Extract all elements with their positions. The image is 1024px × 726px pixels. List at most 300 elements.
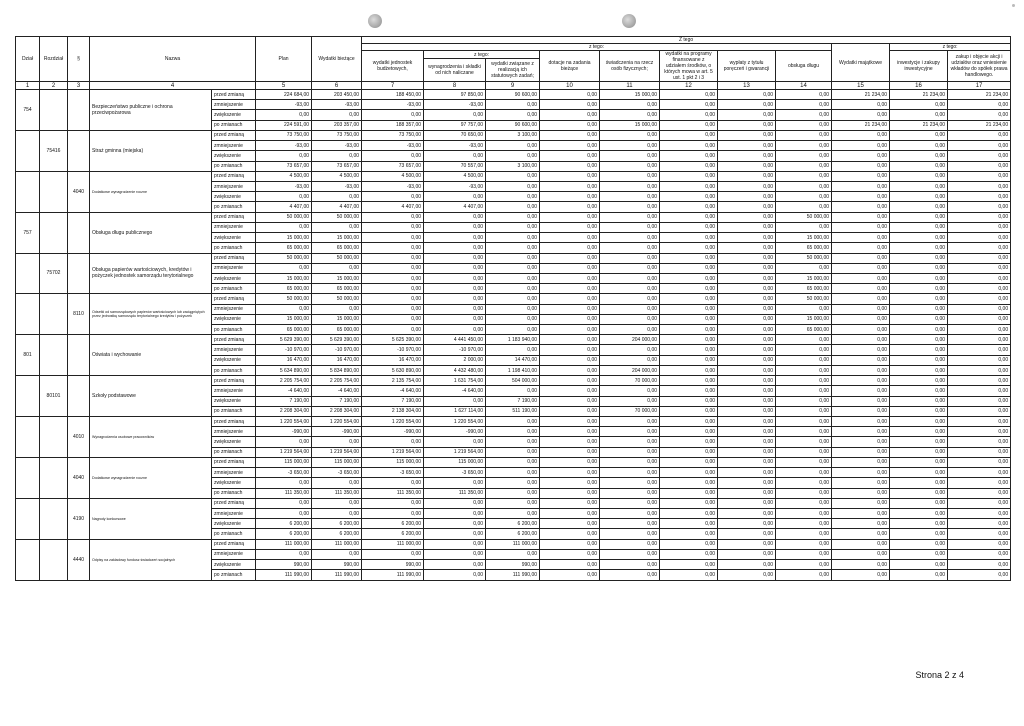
amount-cell: 0,00 [362,110,424,120]
amount-cell: 0,00 [832,222,890,232]
amount-cell: 1 198 410,00 [486,365,540,375]
amount-cell: 0,00 [256,437,312,447]
amount-cell: 0,00 [256,508,312,518]
amount-cell: 4 407,00 [424,202,486,212]
amount-cell: 0,00 [832,529,890,539]
amount-cell: 21 234,00 [890,90,948,100]
amount-cell: 0,00 [948,376,1011,386]
amount-cell: 0,00 [718,325,776,335]
amount-cell: 0,00 [832,498,890,508]
amount-cell: 0,00 [540,335,600,345]
amount-cell: 0,00 [660,192,718,202]
amount-cell: 0,00 [600,233,660,243]
item-name: Bezpieczeństwo publiczne i ochrona przeciwpożarowa [90,90,212,131]
amount-cell: 0,00 [718,273,776,283]
amount-cell: 111 000,00 [256,539,312,549]
amount-cell: 0,00 [948,161,1011,171]
row-label: zwiększenie [212,437,256,447]
amount-cell: 0,00 [890,151,948,161]
amount-cell: 0,00 [718,253,776,263]
amount-cell: 0,00 [486,181,540,191]
table-row [16,253,1011,263]
amount-cell: 90 600,00 [486,120,540,130]
amount-cell: 0,00 [486,273,540,283]
amount-cell: 2 000,00 [424,355,486,365]
amount-cell: 0,00 [540,202,600,212]
amount-cell: 0,00 [832,560,890,570]
rozdzial-code [40,498,68,539]
amount-cell: 0,00 [660,376,718,386]
amount-cell: 0,00 [600,212,660,222]
amount-cell: -93,00 [312,100,362,110]
row-label: przed zmianą [212,417,256,427]
amount-cell: 0,00 [948,151,1011,161]
amount-cell: 0,00 [540,100,600,110]
amount-cell: 6 200,00 [312,529,362,539]
amount-cell: 0,00 [540,110,600,120]
amount-cell: 0,00 [890,192,948,202]
amount-cell: 21 234,00 [832,90,890,100]
amount-cell: 0,00 [600,508,660,518]
amount-cell: 0,00 [660,314,718,324]
amount-cell: 0,00 [424,212,486,222]
amount-cell: 0,00 [540,314,600,324]
amount-cell: 0,00 [486,263,540,273]
amount-cell: 0,00 [660,355,718,365]
amount-cell: 7 190,00 [486,396,540,406]
amount-cell: 0,00 [718,100,776,110]
amount-cell: 0,00 [890,161,948,171]
amount-cell: 0,00 [424,273,486,283]
amount-cell: 0,00 [832,171,890,181]
row-label: zmniejszenie [212,468,256,478]
amount-cell: 0,00 [832,457,890,467]
amount-cell: 1 220 554,00 [424,417,486,427]
amount-cell: 0,00 [718,294,776,304]
row-label: przed zmianą [212,130,256,140]
dzial-code [16,253,40,294]
rozdzial-code: 75416 [40,130,68,171]
amount-cell: 0,00 [600,560,660,570]
amount-cell: 0,00 [600,130,660,140]
amount-cell: 0,00 [660,335,718,345]
amount-cell: 0,00 [948,110,1011,120]
col-plan: Plan [256,37,312,82]
amount-cell: 0,00 [890,202,948,212]
amount-cell: 0,00 [948,355,1011,365]
item-name: Odpisy na zakładowy fundusz świadczeń socjalnych [90,539,212,580]
amount-cell: 0,00 [718,263,776,273]
row-label: przed zmianą [212,253,256,263]
amount-cell: 224 591,00 [256,120,312,130]
amount-cell: 0,00 [948,386,1011,396]
amount-cell: 5 625 390,00 [362,335,424,345]
amount-cell: 0,00 [600,100,660,110]
amount-cell: -4 640,00 [312,386,362,396]
amount-cell: 0,00 [832,192,890,202]
amount-cell: 15 000,00 [600,90,660,100]
amount-cell: 0,00 [832,437,890,447]
amount-cell: 115 000,00 [424,457,486,467]
amount-cell: 0,00 [424,539,486,549]
amount-cell: 0,00 [486,468,540,478]
amount-cell: 65 000,00 [312,284,362,294]
amount-cell: 0,00 [600,243,660,253]
amount-cell: 0,00 [362,498,424,508]
amount-cell: 73 657,00 [256,161,312,171]
amount-cell: 65 000,00 [776,243,832,253]
amount-cell: 0,00 [718,355,776,365]
amount-cell: 0,00 [832,284,890,294]
amount-cell: 5 629 390,00 [312,335,362,345]
amount-cell: 73 657,00 [312,161,362,171]
amount-cell: 0,00 [540,478,600,488]
amount-cell: 0,00 [718,539,776,549]
amount-cell: 0,00 [486,427,540,437]
column-number-row [16,82,1011,90]
amount-cell: 0,00 [890,417,948,427]
amount-cell: 0,00 [890,406,948,416]
amount-cell: 0,00 [948,325,1011,335]
amount-cell: 6 200,00 [362,529,424,539]
row-label: po zmianach [212,529,256,539]
amount-cell: 0,00 [948,304,1011,314]
amount-cell: 2 135 754,00 [362,376,424,386]
amount-cell: 70 000,00 [600,406,660,416]
amount-cell: 0,00 [832,202,890,212]
amount-cell: 0,00 [776,406,832,416]
amount-cell: -93,00 [424,100,486,110]
amount-cell: 0,00 [540,284,600,294]
amount-cell: 0,00 [948,406,1011,416]
column-number: 17 [948,82,1011,90]
amount-cell: 0,00 [256,110,312,120]
dzial-code [16,539,40,580]
amount-cell: 0,00 [540,192,600,202]
amount-cell: 0,00 [718,396,776,406]
amount-cell: -3 650,00 [424,468,486,478]
amount-cell: -93,00 [256,141,312,151]
amount-cell: 0,00 [832,355,890,365]
amount-cell: 0,00 [660,406,718,416]
amount-cell: 0,00 [718,202,776,212]
amount-cell: 0,00 [312,151,362,161]
amount-cell: 0,00 [486,508,540,518]
amount-cell: -10 970,00 [256,345,312,355]
amount-cell: 0,00 [948,314,1011,324]
amount-cell: 0,00 [890,468,948,478]
amount-cell: 0,00 [890,488,948,498]
amount-cell: 70 650,00 [424,130,486,140]
amount-cell: 0,00 [660,427,718,437]
col-wynagrodzenia: wynagrodzenia i składki od nich naliczane [424,59,486,82]
column-number: 1 [16,82,40,90]
row-label: zmniejszenie [212,141,256,151]
amount-cell: 0,00 [486,447,540,457]
amount-cell: 0,00 [832,141,890,151]
amount-cell: 0,00 [718,284,776,294]
amount-cell: 65 000,00 [256,325,312,335]
amount-cell: 0,00 [540,529,600,539]
item-name: Nagrody konkursowe [90,498,212,539]
amount-cell: 0,00 [540,243,600,253]
column-number: 16 [890,82,948,90]
amount-cell: 0,00 [776,488,832,498]
amount-cell: 0,00 [776,549,832,559]
amount-cell: 0,00 [660,549,718,559]
amount-cell: 0,00 [660,263,718,273]
amount-cell: -93,00 [362,181,424,191]
amount-cell: 0,00 [486,151,540,161]
amount-cell: 0,00 [948,253,1011,263]
table-row [16,335,1011,345]
amount-cell: 0,00 [776,498,832,508]
amount-cell: 0,00 [424,263,486,273]
rozdzial-code: 80101 [40,376,68,417]
row-label: zmniejszenie [212,263,256,273]
item-name: Oświata i wychowanie [90,335,212,376]
amount-cell: 0,00 [948,233,1011,243]
amount-cell: 0,00 [832,273,890,283]
amount-cell: 0,00 [486,417,540,427]
amount-cell: 0,00 [890,519,948,529]
amount-cell: 0,00 [540,376,600,386]
amount-cell: 0,00 [948,171,1011,181]
paragraf-code [68,376,90,417]
amount-cell: 0,00 [540,396,600,406]
amount-cell: 0,00 [600,263,660,273]
amount-cell: 7 190,00 [256,396,312,406]
amount-cell: 0,00 [660,141,718,151]
amount-cell: 0,00 [832,130,890,140]
amount-cell: 0,00 [832,386,890,396]
amount-cell: 0,00 [540,181,600,191]
amount-cell: 0,00 [424,222,486,232]
table-row [16,212,1011,222]
amount-cell: 0,00 [718,457,776,467]
amount-cell: 50 000,00 [776,294,832,304]
amount-cell: 65 000,00 [256,243,312,253]
amount-cell: 0,00 [718,437,776,447]
amount-cell: 0,00 [948,243,1011,253]
amount-cell: 0,00 [600,294,660,304]
amount-cell: 0,00 [660,110,718,120]
amount-cell: -990,00 [312,427,362,437]
scan-dot [1012,4,1015,7]
amount-cell: 0,00 [424,519,486,529]
amount-cell: 1 220 554,00 [256,417,312,427]
row-label: zmniejszenie [212,427,256,437]
rozdzial-code [40,90,68,131]
amount-cell: 0,00 [660,457,718,467]
col-z-tego-top: Z tego [362,37,1011,44]
amount-cell: 16 470,00 [312,355,362,365]
col-z-tego-a: z tego: [362,44,832,51]
amount-cell: 203 357,00 [312,120,362,130]
amount-cell: 0,00 [660,90,718,100]
amount-cell: 0,00 [540,468,600,478]
amount-cell: 21 234,00 [948,120,1011,130]
amount-cell: 204 000,00 [600,365,660,375]
column-number: 4 [90,82,256,90]
amount-cell: 50 000,00 [256,294,312,304]
col-wydatki-biezace: Wydatki bieżące [312,37,362,82]
amount-cell: 0,00 [540,130,600,140]
row-label: po zmianach [212,325,256,335]
row-label: zwiększenie [212,151,256,161]
amount-cell: 0,00 [600,519,660,529]
amount-cell: 0,00 [660,273,718,283]
amount-cell: 0,00 [832,100,890,110]
rozdzial-code [40,212,68,253]
row-label: przed zmianą [212,376,256,386]
amount-cell: 0,00 [362,273,424,283]
amount-cell: 73 750,00 [256,130,312,140]
row-label: zwiększenie [212,314,256,324]
amount-cell: 2 208 304,00 [256,406,312,416]
amount-cell: 0,00 [362,314,424,324]
amount-cell: 0,00 [718,386,776,396]
dzial-code [16,376,40,417]
amount-cell: -10 970,00 [312,345,362,355]
amount-cell: 0,00 [660,284,718,294]
paragraf-code [68,90,90,131]
amount-cell: 0,00 [776,141,832,151]
amount-cell: 0,00 [312,478,362,488]
amount-cell: 0,00 [948,345,1011,355]
amount-cell: 0,00 [312,192,362,202]
amount-cell: 0,00 [832,243,890,253]
amount-cell: 0,00 [718,468,776,478]
amount-cell: 0,00 [540,427,600,437]
rozdzial-code [40,294,68,335]
col-paragraf: § [68,37,90,82]
amount-cell: 0,00 [424,192,486,202]
amount-cell: 0,00 [890,560,948,570]
amount-cell: 0,00 [890,130,948,140]
row-label: przed zmianą [212,498,256,508]
amount-cell: 0,00 [890,304,948,314]
amount-cell: 990,00 [362,560,424,570]
amount-cell: 3 100,00 [486,130,540,140]
amount-cell: 0,00 [890,294,948,304]
item-name: Odsetki od samorządowych papierów wartościowych lub zaciągniętych przez jednostkę samorządu terytorialnego kredytów i pożyczek [90,294,212,335]
amount-cell: 14 470,00 [486,355,540,365]
amount-cell: 0,00 [776,181,832,191]
amount-cell: 0,00 [424,233,486,243]
amount-cell: 0,00 [660,570,718,580]
amount-cell: 0,00 [776,192,832,202]
amount-cell: 0,00 [424,284,486,294]
amount-cell: 0,00 [424,304,486,314]
amount-cell: 0,00 [486,212,540,222]
amount-cell: 0,00 [832,335,890,345]
amount-cell: 0,00 [776,539,832,549]
item-name: Dodatkowe wynagrodzenie roczne [90,457,212,498]
amount-cell: 0,00 [832,304,890,314]
amount-cell: 0,00 [362,508,424,518]
amount-cell: 0,00 [718,549,776,559]
amount-cell: 0,00 [776,478,832,488]
amount-cell: 0,00 [486,110,540,120]
amount-cell: 0,00 [890,539,948,549]
amount-cell: 65 000,00 [256,284,312,294]
amount-cell: 0,00 [660,120,718,130]
amount-cell: 0,00 [600,355,660,365]
row-label: zmniejszenie [212,304,256,314]
amount-cell: 0,00 [776,560,832,570]
amount-cell: 0,00 [776,447,832,457]
amount-cell: 0,00 [718,181,776,191]
amount-cell: 0,00 [948,519,1011,529]
amount-cell: 0,00 [776,161,832,171]
amount-cell: 1 220 554,00 [362,417,424,427]
rozdzial-code [40,539,68,580]
amount-cell: 73 750,00 [312,130,362,140]
table-row [16,539,1011,549]
amount-cell: 0,00 [540,570,600,580]
amount-cell: 0,00 [832,161,890,171]
rozdzial-code [40,335,68,376]
paragraf-code: 8110 [68,294,90,335]
amount-cell: 2 205 754,00 [256,376,312,386]
amount-cell: 90 600,00 [486,90,540,100]
amount-cell: -4 640,00 [362,386,424,396]
amount-cell: 0,00 [718,171,776,181]
amount-cell: 0,00 [540,263,600,273]
paragraf-code: 4190 [68,498,90,539]
amount-cell: 0,00 [540,294,600,304]
amount-cell: 0,00 [832,447,890,457]
row-label: zmniejszenie [212,549,256,559]
amount-cell: 188 450,00 [362,90,424,100]
amount-cell: 0,00 [540,253,600,263]
amount-cell: 0,00 [948,294,1011,304]
amount-cell: -990,00 [424,427,486,437]
amount-cell: 0,00 [424,325,486,335]
row-label: przed zmianą [212,294,256,304]
amount-cell: 0,00 [660,304,718,314]
amount-cell: 115 000,00 [256,457,312,467]
amount-cell: 0,00 [312,437,362,447]
amount-cell: 0,00 [486,314,540,324]
row-label: przed zmianą [212,171,256,181]
amount-cell: 0,00 [660,498,718,508]
amount-cell: 0,00 [776,376,832,386]
amount-cell: 0,00 [362,294,424,304]
amount-cell: 203 450,00 [312,90,362,100]
row-label: przed zmianą [212,539,256,549]
row-label: zwiększenie [212,396,256,406]
amount-cell: 0,00 [660,365,718,375]
amount-cell: 1 219 564,00 [312,447,362,457]
amount-cell: 0,00 [948,396,1011,406]
amount-cell: 5 834 890,00 [312,365,362,375]
amount-cell: 111 990,00 [486,570,540,580]
amount-cell: 73 750,00 [362,130,424,140]
item-name: Szkoły podstawowe [90,376,212,417]
amount-cell: 0,00 [890,498,948,508]
row-label: po zmianach [212,406,256,416]
amount-cell: 0,00 [362,192,424,202]
amount-cell: 0,00 [718,151,776,161]
table-row [16,130,1011,140]
amount-cell: 0,00 [540,488,600,498]
amount-cell: 0,00 [660,396,718,406]
amount-cell: 15 000,00 [256,233,312,243]
row-label: przed zmianą [212,90,256,100]
amount-cell: 0,00 [424,110,486,120]
